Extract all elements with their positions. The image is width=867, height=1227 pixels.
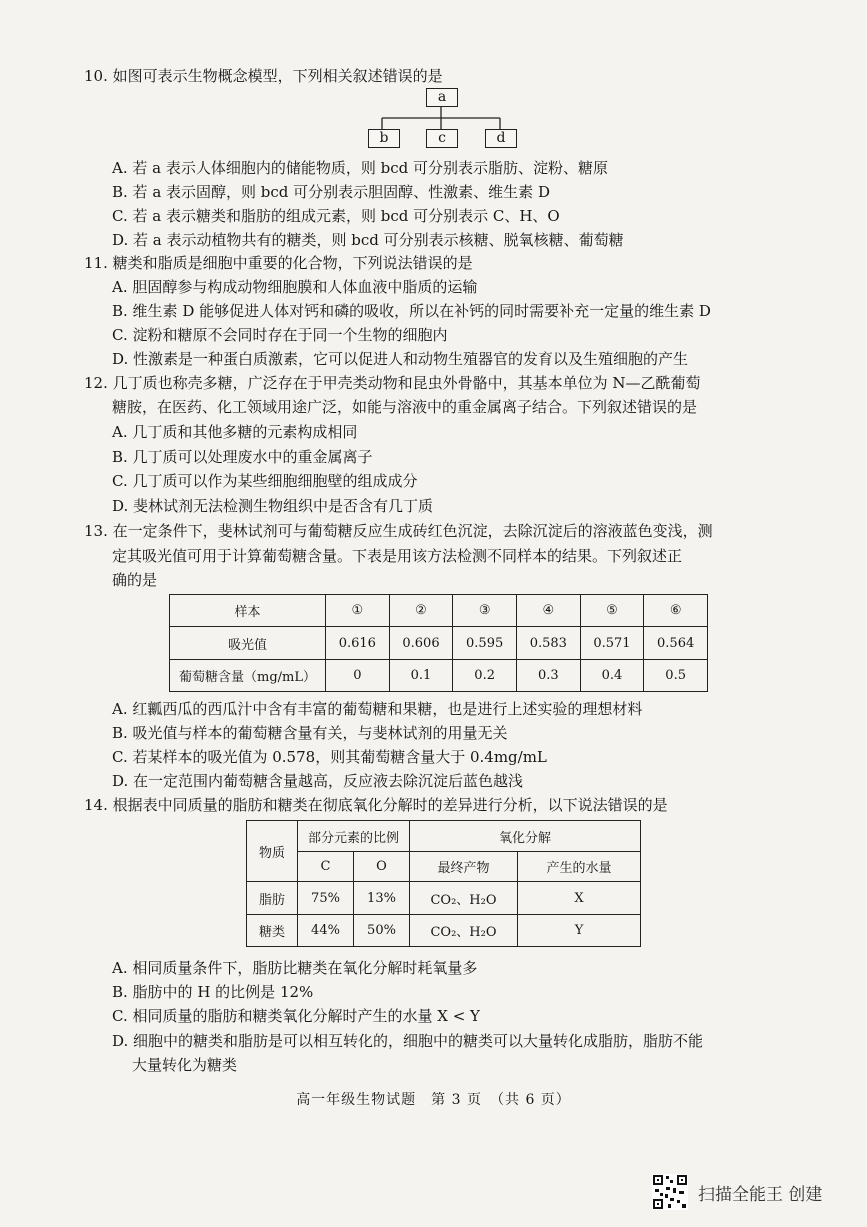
table-cell: 13% (354, 882, 410, 915)
q13-option-b: B. 吸光值与样本的葡萄糖含量有关，与斐林试剂的用量无关 (112, 724, 508, 742)
q13-option-c: C. 若某样本的吸光值为 0.578，则其葡萄糖含量大于 0.4mg/mL (112, 748, 547, 766)
table-cell: CO₂、H₂O (410, 915, 518, 947)
question-12-stem-line2: 糖胺，在医药、化工领域用途广泛，如能与溶液中的重金属离子结合。下列叙述错误的是 (112, 398, 698, 416)
table-header-cell: 最终产物 (410, 852, 518, 882)
q11-option-b: B. 维生素 D 能够促进人体对钙和磷的吸收，所以在补钙的同时需要补充一定量的维生素 D (112, 302, 711, 320)
table-header-cell: 部分元素的比例 (298, 821, 410, 852)
q12-option-c: C. 几丁质可以作为某些细胞细胞壁的组成成分 (112, 472, 418, 490)
table-cell: 0.3 (516, 660, 580, 692)
q10-option-a: A. 若 a 表示人体细胞内的储能物质，则 bcd 可分别表示脂肪、淀粉、糖原 (112, 159, 608, 177)
table-cell: 葡萄糖含量（mg/mL） (170, 660, 326, 692)
node-c: c (426, 129, 458, 148)
table-header-cell: ⑤ (580, 595, 644, 627)
question-10-stem: 10. 如图可表示生物概念模型，下列相关叙述错误的是 (84, 67, 443, 85)
q11-option-a: A. 胆固醇参与构成动物细胞膜和人体血液中脂质的运输 (112, 278, 478, 296)
table-cell: 50% (354, 915, 410, 947)
q10-option-c: C. 若 a 表示糖类和脂肪的组成元素，则 bcd 可分别表示 C、H、O (112, 207, 560, 225)
scanner-watermark-text: 扫描全能王 创建 (698, 1185, 823, 1205)
table-cell: 0.571 (580, 627, 644, 660)
table-header-cell: O (354, 852, 410, 882)
table-header-row (247, 852, 641, 882)
q14-option-b: B. 脂肪中的 H 的比例是 12% (112, 983, 314, 1001)
q12-option-d: D. 斐林试剂无法检测生物组织中是否含有几丁质 (112, 497, 434, 515)
table-cell: 0.2 (453, 660, 517, 692)
table-cell: X (518, 882, 641, 915)
table-header-cell: 氧化分解 (410, 821, 641, 852)
question-14-stem: 14. 根据表中同质量的脂肪和糖类在彻底氧化分解时的差异进行分析，以下说法错误的是 (84, 796, 668, 814)
node-a: a (426, 88, 458, 107)
question-13-stem-line1: 13. 在一定条件下，斐林试剂可与葡萄糖反应生成砖红色沉淀，去除沉淀后的溶液蓝色变浅，测 (84, 522, 713, 540)
q11-option-d: D. 性激素是一种蛋白质激素，它可以促进人和动物生殖器官的发育以及生殖细胞的产生 (112, 350, 689, 368)
table-header-row (170, 595, 708, 627)
page-footer: 高一年级生物试题 第 3 页 （共 6 页） (296, 1092, 571, 1108)
table-header-cell: ④ (516, 595, 580, 627)
table-header-cell: 物质 (247, 821, 298, 882)
table-row (170, 660, 708, 692)
question-12-stem-line1: 12. 几丁质也称壳多糖，广泛存在于甲壳类动物和昆虫外骨骼中，其基本单位为 N—乙酰葡萄 (84, 374, 701, 392)
table-cell: 0.5 (644, 660, 708, 692)
table-cell: 脂肪 (247, 882, 298, 915)
q14-option-a: A. 相同质量条件下，脂肪比糖类在氧化分解时耗氧量多 (112, 959, 478, 977)
table-cell: CO₂、H₂O (410, 882, 518, 915)
table-cell: 44% (298, 915, 354, 947)
table-cell: 0.616 (326, 627, 390, 660)
q12-option-a: A. 几丁质和其他多糖的元素构成相同 (112, 423, 358, 441)
q12-option-b: B. 几丁质可以处理废水中的重金属离子 (112, 448, 373, 466)
table-row (170, 627, 708, 660)
qr-code-icon (652, 1174, 688, 1210)
q13-option-a: A. 红瓤西瓜的西瓜汁中含有丰富的葡萄糖和果糖，也是进行上述实验的理想材料 (112, 700, 643, 718)
q14-option-c: C. 相同质量的脂肪和糖类氧化分解时产生的水量 X < Y (112, 1007, 480, 1025)
q13-option-d: D. 在一定范围内葡萄糖含量越高，反应液去除沉淀后蓝色越浅 (112, 772, 524, 790)
q14-option-d: D. 细胞中的糖类和脂肪是可以相互转化的，细胞中的糖类可以大量转化成脂肪，脂肪不能 (112, 1032, 704, 1050)
table-cell: 0 (326, 660, 390, 692)
table-cell: 0.606 (389, 627, 453, 660)
table-cell: 糖类 (247, 915, 298, 947)
q10-option-d: D. 若 a 表示动植物共有的糖类，则 bcd 可分别表示核糖、脱氧核糖、葡萄糖 (112, 231, 624, 249)
table-cell: 0.595 (453, 627, 517, 660)
concept-tree-diagram (360, 88, 540, 152)
q11-option-c: C. 淀粉和糖原不会同时存在于同一个生物的细胞内 (112, 326, 448, 344)
q14-option-d-cont: 大量转化为糖类 (132, 1056, 238, 1074)
table-header-cell: 产生的水量 (518, 852, 641, 882)
absorbance-table (169, 594, 708, 692)
table-header-cell: ⑥ (644, 595, 708, 627)
table-row (247, 882, 641, 915)
question-13-stem-line3: 确的是 (112, 571, 158, 589)
table-cell: 0.4 (580, 660, 644, 692)
table-cell: Y (518, 915, 641, 947)
table-header-cell: ② (389, 595, 453, 627)
node-d: d (485, 129, 517, 148)
table-header-cell: ③ (453, 595, 517, 627)
table-cell: 0.564 (644, 627, 708, 660)
question-11-stem: 11. 糖类和脂质是细胞中重要的化合物，下列说法错误的是 (84, 254, 473, 272)
table-cell: 0.1 (389, 660, 453, 692)
table-header-cell: 样本 (170, 595, 326, 627)
table-header-cell: ① (326, 595, 390, 627)
fat-sugar-table (246, 820, 641, 947)
question-13-stem-line2: 定其吸光值可用于计算葡萄糖含量。下表是用该方法检测不同样本的结果。下列叙述正 (112, 547, 683, 565)
table-row (247, 915, 641, 947)
node-b: b (368, 129, 400, 148)
q10-option-b: B. 若 a 表示固醇，则 bcd 可分别表示胆固醇、性激素、维生素 D (112, 183, 550, 201)
table-cell: 75% (298, 882, 354, 915)
table-cell: 0.583 (516, 627, 580, 660)
table-header-row (247, 821, 641, 852)
table-header-cell: C (298, 852, 354, 882)
table-cell: 吸光值 (170, 627, 326, 660)
